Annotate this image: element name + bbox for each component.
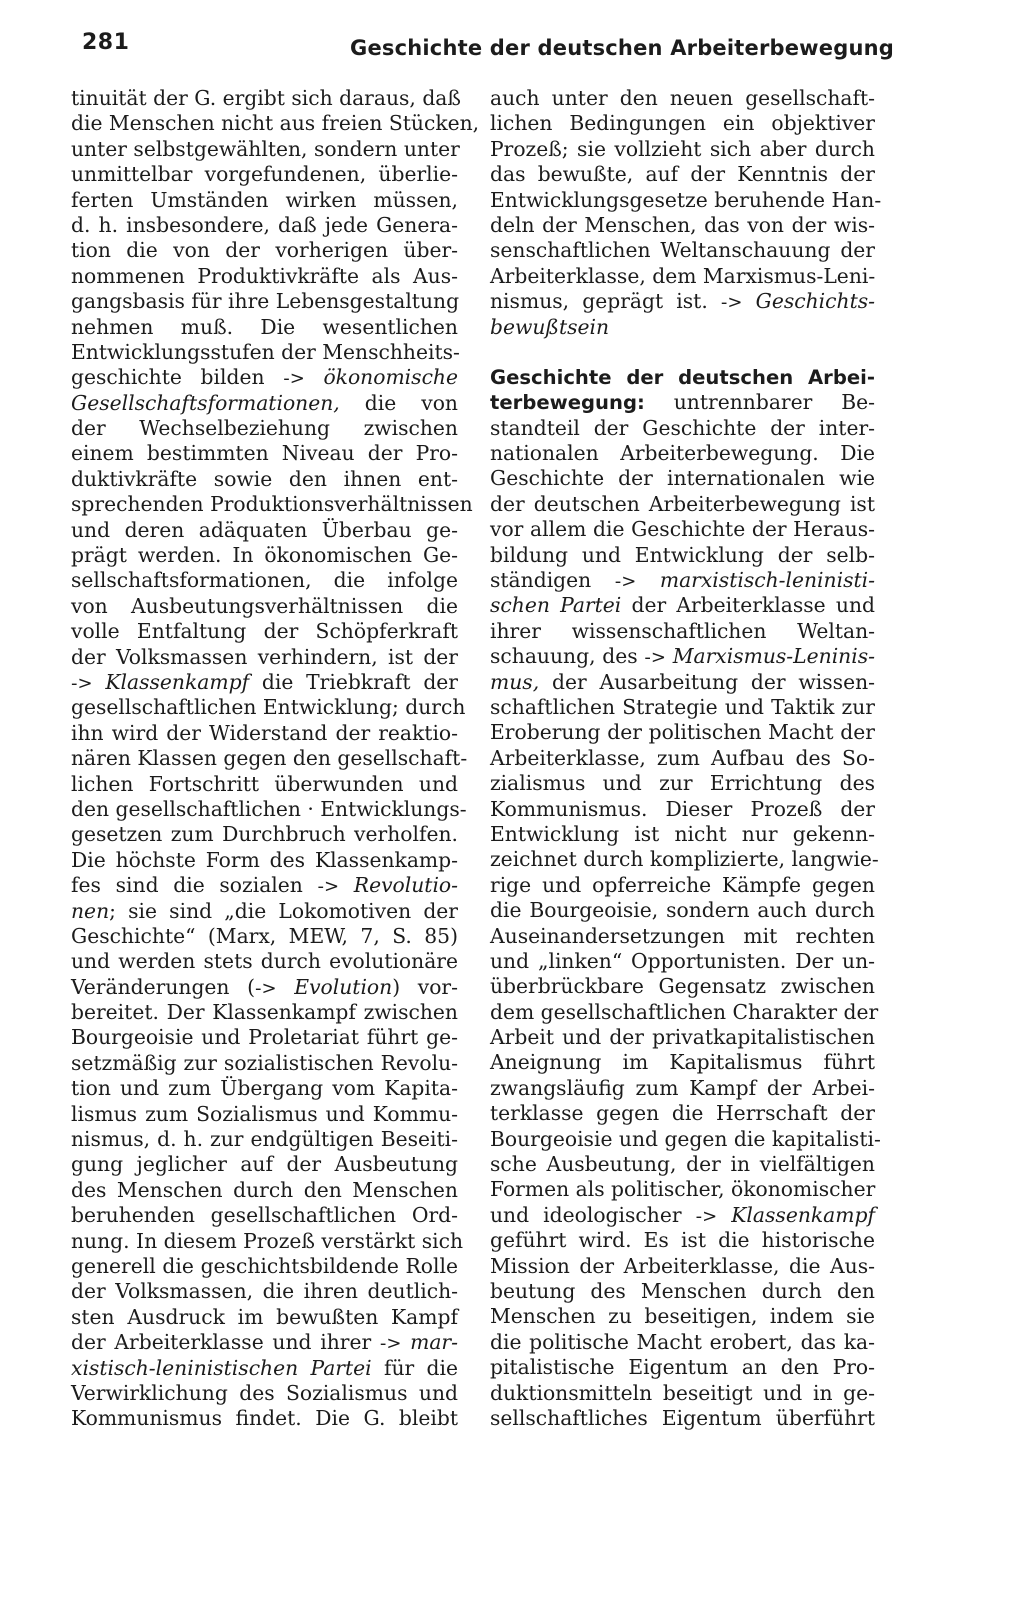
text-segment: rige und opferreiche Kämpfe gegen <box>490 872 875 897</box>
text-segment: den gesellschaftlichen · Entwicklungs- <box>71 796 467 821</box>
text-line <box>71 796 467 822</box>
text-segment: ihn wird der Widerstand der reaktio- <box>71 720 458 745</box>
right-column <box>490 86 882 1431</box>
text-line <box>71 1076 458 1101</box>
text-line <box>490 1381 875 1406</box>
cross-reference-term: nen <box>71 898 110 923</box>
cross-reference-arrow-icon: -> <box>255 977 277 999</box>
text-line <box>490 797 875 822</box>
text-line <box>490 847 879 872</box>
cross-reference-arrow-icon: -> <box>695 1205 718 1227</box>
text-segment: Eroberung der politischen Macht der <box>490 720 875 745</box>
text-segment: unmittelbar vorgefundenen, überlie- <box>71 162 458 187</box>
text-segment: auch unter den neuen gesellschaft- <box>490 86 875 110</box>
entry-heading: Geschichte der deutschen Arbei- <box>490 365 875 389</box>
text-segment: der Ausarbeitung der wissen- <box>539 669 875 694</box>
text-line <box>71 518 458 543</box>
text-segment: bildung und Entwicklung der selb- <box>490 542 875 567</box>
cross-reference-term: Evolution <box>276 974 393 999</box>
text-segment: terklasse gegen die Herrschaft der <box>490 1101 875 1126</box>
cross-reference-arrow-icon: -> <box>644 647 666 669</box>
cross-reference-term: marxistisch-leninisti- <box>636 568 875 593</box>
text-line <box>71 1356 458 1381</box>
text-line <box>490 873 875 898</box>
text-line <box>71 441 458 466</box>
cross-reference-term: mus, <box>490 669 540 694</box>
text-line <box>71 670 458 695</box>
text-segment <box>93 670 106 694</box>
text-segment: ; sie sind „die Lokomotiven der <box>109 898 458 923</box>
text-segment: prägt werden. In ökonomischen Ge- <box>71 543 458 568</box>
text-line <box>490 187 882 213</box>
text-segment: die Triebkraft der <box>249 669 458 694</box>
text-segment: gesellschaftlichen Entwicklung; durch <box>71 695 466 720</box>
text-segment: nismus, d. h. zur endgültigen Beseiti- <box>71 1127 458 1152</box>
text-segment: einem bestimmten Niveau der Pro- <box>71 441 458 466</box>
text-segment: die Bourgeoisie, sondern auch durch <box>490 898 875 923</box>
text-segment: zeichnet durch komplizierte, langwie- <box>490 847 879 872</box>
text-line <box>490 315 875 340</box>
entry-heading-line <box>490 390 875 415</box>
text-line <box>490 441 875 466</box>
text-segment: zwangsläufig zum Kampf der Arbei- <box>490 1075 875 1100</box>
cross-reference-arrow-icon: -> <box>720 292 743 314</box>
text-segment: des Menschen durch den Menschen <box>71 1177 458 1202</box>
text-segment: schauung, des <box>490 644 645 669</box>
cross-reference-term: Gesellschaftsformationen, <box>71 390 340 415</box>
text-segment: sten Ausdruck im bewußten Kampf <box>71 1304 458 1329</box>
text-line <box>490 949 875 974</box>
text-line <box>71 1025 458 1050</box>
text-segment: tion und zum Übergang vom Kapita- <box>71 1076 458 1101</box>
text-line <box>71 365 458 390</box>
text-line <box>71 86 461 111</box>
dictionary-entry <box>490 365 881 1431</box>
text-segment: gung jeglicher auf der Ausbeutung <box>71 1152 458 1177</box>
text-segment: sche Ausbeutung, der in vielfältigen <box>490 1152 875 1177</box>
text-segment: die politische Macht erobert, das ka- <box>490 1329 875 1354</box>
text-segment: der Arbeiterklasse und ihrer <box>71 1330 380 1355</box>
text-line <box>490 644 875 669</box>
text-line <box>490 1177 875 1202</box>
running-head: Geschichte der deutschen Arbeiterbewegung <box>350 36 894 60</box>
text-line <box>71 1127 458 1152</box>
left-column <box>71 86 480 1432</box>
cross-reference-term: Revolutio- <box>339 873 458 898</box>
text-segment: nehmen muß. Die wesentlichen <box>71 314 458 339</box>
text-segment: Entwicklung ist nicht nur gekenn- <box>490 821 875 846</box>
text-segment: fes sind die sozialen <box>71 873 318 898</box>
text-line <box>71 746 468 771</box>
previous-entry-continuation <box>490 86 882 340</box>
text-line <box>490 924 875 949</box>
text-line <box>490 86 875 111</box>
text-segment: nommenen Produktivkräfte als Aus- <box>71 263 458 288</box>
text-line <box>71 594 458 619</box>
text-segment: ) vor- <box>392 974 458 999</box>
text-segment: nären Klassen gegen den gesellschaft- <box>71 746 468 771</box>
text-line <box>71 1254 458 1279</box>
text-line <box>71 695 466 720</box>
text-segment: Arbeit und der privatkapitalistischen <box>490 1025 875 1050</box>
text-line <box>71 1203 458 1228</box>
cross-reference-term: Marxismus-Leninis- <box>665 644 875 669</box>
cross-reference-arrow-icon: -> <box>379 1333 402 1355</box>
text-segment: lismus zum Sozialismus und Kommu- <box>71 1101 458 1126</box>
text-line <box>490 162 875 187</box>
text-line <box>71 264 458 289</box>
cross-reference-term: Klassenkampf <box>717 1202 875 1227</box>
text-segment: von Ausbeutungsverhältnissen die <box>71 593 458 618</box>
text-line <box>71 873 458 898</box>
text-line <box>490 593 875 618</box>
text-line <box>71 315 458 340</box>
text-line <box>71 188 458 213</box>
text-segment: ständigen <box>490 568 615 593</box>
text-line <box>71 162 458 187</box>
cross-reference-term: xistisch-leninistischen Partei <box>71 1355 372 1380</box>
text-line <box>490 746 875 771</box>
text-segment: geführt wird. Es ist die historische <box>490 1228 875 1253</box>
text-line <box>490 416 875 441</box>
text-line <box>490 568 875 593</box>
text-line <box>71 543 458 568</box>
text-line <box>71 848 458 873</box>
text-segment: Menschen zu beseitigen, indem sie <box>490 1304 875 1329</box>
text-line <box>71 645 458 670</box>
text-line <box>490 238 875 263</box>
text-segment: Kommunismus. Dieser Prozeß der <box>490 796 875 821</box>
entry-heading: terbewegung: <box>490 391 645 415</box>
text-line <box>71 1228 464 1254</box>
text-line <box>71 822 458 847</box>
text-line <box>71 1102 458 1127</box>
text-line <box>71 340 458 365</box>
entry-body-text <box>490 415 881 1432</box>
text-segment: sellschaftliches Eigentum überführt <box>490 1405 875 1430</box>
text-line <box>71 391 458 416</box>
cross-reference-term: schen Partei <box>490 593 622 618</box>
text-segment: der Volksmassen verhindern, ist der <box>71 644 458 669</box>
text-segment: der deutschen Arbeiterbewegung ist <box>490 491 875 516</box>
text-line <box>71 721 458 746</box>
text-segment: Entwicklungsgesetze beruhende Han- <box>490 187 882 212</box>
text-line <box>71 137 458 162</box>
cross-reference-term: mar- <box>401 1330 458 1355</box>
text-segment: vor allem die Geschichte der Heraus- <box>490 517 875 542</box>
text-segment: und deren adäquaten Überbau ge- <box>71 517 458 542</box>
text-segment: duktionsmitteln beseitigt und in ge- <box>490 1380 875 1405</box>
text-segment: ihrer wissenschaftlichen Weltan- <box>490 618 875 643</box>
text-segment: nung. In diesem Prozeß verstärkt sich <box>71 1228 464 1253</box>
text-segment: und „linken“ Opportunisten. Der un- <box>490 948 875 973</box>
text-line <box>71 1178 458 1203</box>
cross-reference-arrow-icon: -> <box>614 571 637 593</box>
text-segment: setzmäßig zur sozialistischen Revolu- <box>71 1050 458 1075</box>
text-segment: tion die von der vorherigen über- <box>71 238 458 263</box>
text-segment: Formen als politischer, ökonomischer <box>490 1177 876 1202</box>
text-line <box>490 670 875 695</box>
cross-reference-arrow-icon: -> <box>317 876 340 898</box>
text-line <box>490 1254 875 1279</box>
text-segment: bereitet. Der Klassenkampf zwischen <box>71 1000 458 1025</box>
text-line <box>71 1305 458 1330</box>
text-line <box>71 899 458 924</box>
text-segment: Auseinandersetzungen mit rechten <box>490 923 875 948</box>
text-line <box>490 1076 875 1101</box>
text-segment: lichen Bedingungen ein objektiver <box>490 111 875 136</box>
text-line <box>490 1203 875 1228</box>
text-line <box>490 974 875 999</box>
text-segment: für die <box>371 1355 458 1380</box>
text-line <box>490 111 875 136</box>
text-segment: deln der Menschen, das von der wis- <box>490 212 875 237</box>
text-line <box>490 1101 875 1126</box>
text-segment: Geschichte der internationalen wie <box>490 466 875 491</box>
text-line <box>490 1126 881 1152</box>
text-segment: geschichte bilden <box>71 365 284 390</box>
entry-separator <box>490 340 875 365</box>
text-segment: die Menschen nicht aus freien Stücken, <box>71 111 480 136</box>
text-line <box>490 771 875 796</box>
text-line <box>490 619 875 644</box>
text-line <box>490 1279 875 1304</box>
text-line <box>490 137 875 162</box>
text-segment: Arbeiterklasse, zum Aufbau des So- <box>490 745 875 770</box>
text-segment: lichen Fortschritt überwunden und <box>71 771 458 796</box>
text-segment: und ideologischer <box>490 1202 696 1227</box>
text-line <box>71 1279 458 1304</box>
text-segment: der Volksmassen, die ihren deutlich- <box>71 1279 458 1304</box>
text-line <box>490 1355 875 1380</box>
text-segment: der Arbeiterklasse und <box>621 593 875 618</box>
text-segment: generell die geschichtsbildende Rolle <box>71 1253 458 1278</box>
text-segment: volle Entfaltung der Schöpferkraft <box>71 619 458 644</box>
text-segment: schaftlichen Strategie und Taktik zur <box>490 694 875 719</box>
text-line <box>71 238 458 263</box>
text-segment: Aneignung im Kapitalismus führt <box>490 1050 875 1075</box>
text-line <box>71 772 458 797</box>
text-line <box>71 289 458 314</box>
text-line <box>490 822 875 847</box>
text-segment: Geschichte“ (Marx, MEW, 7, S. 85) <box>71 923 458 948</box>
text-line <box>490 1228 875 1253</box>
page-number: 281 <box>82 30 130 55</box>
cross-reference-arrow-icon: -> <box>283 368 305 390</box>
cross-reference-term: Klassenkampf <box>105 669 250 694</box>
text-line <box>71 492 473 517</box>
text-segment: d. h. insbesondere, daß jede Genera- <box>71 212 458 237</box>
text-segment: das bewußte, auf der Kenntnis der <box>490 162 875 187</box>
text-segment: unter selbstgewählten, sondern unter <box>71 136 460 161</box>
text-line <box>71 467 458 492</box>
cross-reference-term: bewußtsein <box>490 314 610 339</box>
text-line <box>71 1406 458 1431</box>
text-segment: beruhenden gesellschaftlichen Ord- <box>71 1203 458 1228</box>
text-segment: senschaftlichen Weltanschauung der <box>490 238 875 263</box>
text-segment: pitalistische Eigentum an den Pro- <box>490 1355 875 1380</box>
text-segment: gangsbasis für ihre Lebensgestaltung <box>71 289 460 314</box>
text-segment: gesetzen zum Durchbruch verholfen. <box>71 822 458 847</box>
text-segment: nismus, geprägt ist. <box>490 289 721 314</box>
left-column-text <box>71 86 480 1432</box>
text-segment: nationalen Arbeiterbewegung. Die <box>490 441 875 466</box>
text-segment: und werden stets durch evolutionäre <box>71 949 458 974</box>
text-line <box>490 213 875 238</box>
text-segment: Prozeß; sie vollzieht sich aber durch <box>490 136 875 161</box>
text-segment: zialismus und zur Errichtung des <box>490 771 875 796</box>
text-line <box>490 999 879 1025</box>
entry-text: untrennbarer Be- <box>644 390 875 415</box>
text-segment: standteil der Geschichte der inter- <box>490 415 875 440</box>
text-segment: Mission der Arbeiterklasse, die Aus- <box>490 1253 875 1278</box>
text-line <box>490 1152 875 1177</box>
text-segment: die von <box>339 390 458 415</box>
text-line <box>490 1025 875 1050</box>
text-segment: sprechenden Produktionsverhältnissen <box>71 492 473 517</box>
text-line <box>490 264 875 289</box>
text-line <box>71 924 458 949</box>
text-line <box>71 1381 458 1406</box>
text-segment: der Wechselbeziehung zwischen <box>71 416 458 441</box>
text-segment: Kommunismus findet. Die G. bleibt <box>71 1406 458 1431</box>
text-line <box>71 1000 458 1025</box>
text-segment: sellschaftsformationen, die infolge <box>71 568 458 593</box>
text-line <box>490 492 875 517</box>
text-segment: Veränderungen ( <box>71 974 256 999</box>
text-segment: ferten Umständen wirken müssen, <box>71 187 458 212</box>
text-line <box>71 975 458 1000</box>
text-line <box>71 1152 458 1177</box>
text-segment: Bourgeoisie und gegen die kapitalisti- <box>490 1126 881 1151</box>
text-line <box>490 1304 875 1329</box>
cross-reference-term: ökonomische <box>304 365 458 390</box>
text-segment: Verwirklichung des Sozialismus und <box>71 1380 458 1405</box>
text-line <box>71 213 458 238</box>
text-line <box>490 1330 875 1355</box>
text-line <box>490 1406 875 1431</box>
text-line <box>490 289 875 314</box>
entry-heading-line <box>490 365 875 390</box>
text-line <box>71 1330 458 1355</box>
text-line <box>490 720 875 745</box>
text-line <box>490 517 875 542</box>
text-segment: Arbeiterklasse, dem Marxismus-Leni- <box>490 263 876 288</box>
text-segment: tinuität der G. ergibt sich daraus, daß <box>71 86 461 110</box>
text-segment: Bourgeoisie und Proletariat führt ge- <box>71 1025 458 1050</box>
text-line <box>490 466 875 491</box>
text-line <box>490 543 875 568</box>
text-line <box>490 1050 875 1075</box>
cross-reference-arrow-icon: -> <box>71 672 93 694</box>
text-line <box>71 1051 458 1076</box>
cross-reference-term: Geschichts- <box>742 289 875 314</box>
text-line <box>71 416 458 441</box>
text-line <box>490 695 875 720</box>
text-line <box>71 111 480 136</box>
text-segment: Entwicklungsstufen der Menschheits- <box>71 339 460 364</box>
text-segment: überbrückbare Gegensatz zwischen <box>490 974 875 999</box>
text-segment: dem gesellschaftlichen Charakter der <box>490 999 879 1024</box>
text-line <box>71 568 458 593</box>
text-line <box>71 949 458 974</box>
text-segment: Die höchste Form des Klassenkamp- <box>71 847 458 872</box>
text-segment: duktivkräfte sowie den ihnen ent- <box>71 466 458 491</box>
text-segment: beutung des Menschen durch den <box>490 1278 875 1303</box>
text-line <box>71 619 458 644</box>
text-line <box>490 898 875 923</box>
